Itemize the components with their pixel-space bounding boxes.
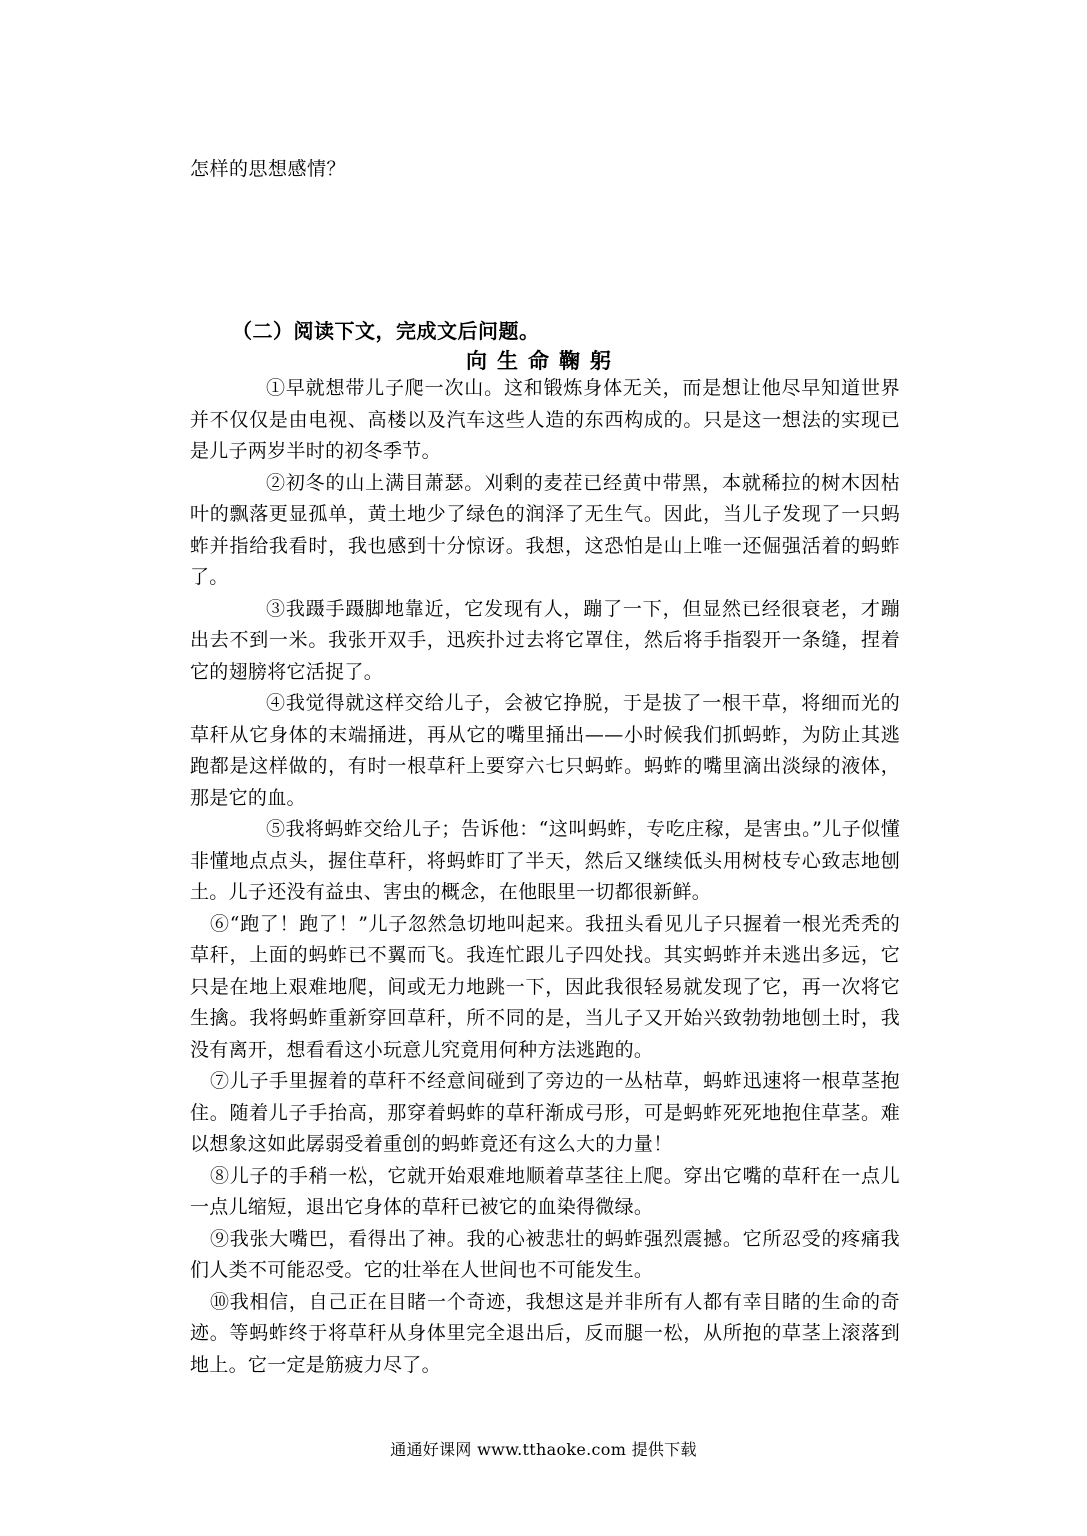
paragraph-8: ⑧儿子的手稍一松，它就开始艰难地顺着草茎往上爬。穿出它嘴的草秆在一点儿一点儿缩短，退出它身体的草秆已被它的血染得微绿。: [190, 1164, 900, 1218]
paragraph-4: ④我觉得就这样交给儿子，会被它挣脱，于是拔了一根干草，将细而光的草秆从它身体的末端捅进，再从它的嘴里捅出——小时候我们抓蚂蚱，为防止其逃跑都是这样做的，有时一根草秆上要穿六七只蚂蚱。蚂蚱的嘴里滴出淡绿的液体，那是它的血。: [190, 692, 900, 809]
page-footer: 通通好课网 www.tthaoke.com 提供下载: [390, 1440, 697, 1459]
paragraph-9: ⑨我张大嘴巴，看得出了神。我的心被悲壮的蚂蚱强烈震撼。它所忍受的疼痛我们人类不可能忍受。它的壮举在人世间也不可能发生。: [190, 1227, 900, 1281]
carryover-question-text: 怎样的思想感情？: [190, 158, 347, 180]
section-heading: （二）阅读下文，完成文后问题。: [232, 319, 540, 343]
paragraph-2: ②初冬的山上满目萧瑟。刈剩的麦茬已经黄中带黑，本就稀拉的树木因枯叶的飘落更显孤单，黄土地少了绿色的润泽了无生气。因此，当儿子发现了一只蚂蚱并指给我看时，我也感到十分惊讶。我想，这恐怕是山上唯一还倔强活着的蚂蚱了。: [190, 471, 900, 588]
paragraph-1: ①早就想带儿子爬一次山。这和锻炼身体无关，而是想让他尽早知道世界并不仅仅是由电视、高楼以及汽车这些人造的东西构成的。只是这一想法的实现已是儿子两岁半时的初冬季节。: [190, 377, 900, 462]
paragraph-3: ③我蹑手蹑脚地靠近，它发现有人，蹦了一下，但显然已经很衰老，才蹦出去不到一米。我张开双手，迅疾扑过去将它罩住，然后将手指裂开一条缝，捏着它的翅膀将它活捉了。: [190, 597, 900, 683]
article-title: 向生命鞠躬: [466, 348, 621, 373]
paragraph-10: ⑩我相信，自己正在目睹一个奇迹，我想这是并非所有人都有幸目睹的生命的奇迹。等蚂蚱终于将草秆从身体里完全退出后，反而腿一松，从所抱的草茎上滚落到地上。它一定是筋疲力尽了。: [190, 1290, 900, 1376]
paragraph-7: ⑦儿子手里握着的草秆不经意间碰到了旁边的一丛枯草，蚂蚱迅速将一根草茎抱住。随着儿子手抬高，那穿着蚂蚱的草秆渐成弓形，可是蚂蚱死死地抱住草茎。难以想象这如此孱弱受着重创的蚂蚱竟还有这么大的力量！: [190, 1070, 900, 1155]
paragraph-6: ⑥“跑了！跑了！”儿子忽然急切地叫起来。我扭头看见儿子只握着一根光秃秃的草秆，上面的蚂蚱已不翼而飞。我连忙跟儿子四处找。其实蚂蚱并未逃出多远，它只是在地上艰难地爬，间或无力地跳一下，因此我很轻易就发现了它，再一次将它生擒。我将蚂蚱重新穿回草秆，所不同的是，当儿子又开始兴致勃勃地刨土时，我没有离开，想看看这小玩意儿究竟用何种方法逃跑的。: [190, 912, 900, 1061]
article-body: [190, 373, 900, 1381]
paragraph-5: ⑤我将蚂蚱交给儿子；告诉他：“这叫蚂蚱，专吃庄稼，是害虫。”儿子似懂非懂地点点头，握住草秆，将蚂蚱盯了半天，然后又继续低头用树枝专心致志地刨土。儿子还没有益虫、害虫的概念，在他眼里一切都很新鲜。: [190, 818, 900, 903]
